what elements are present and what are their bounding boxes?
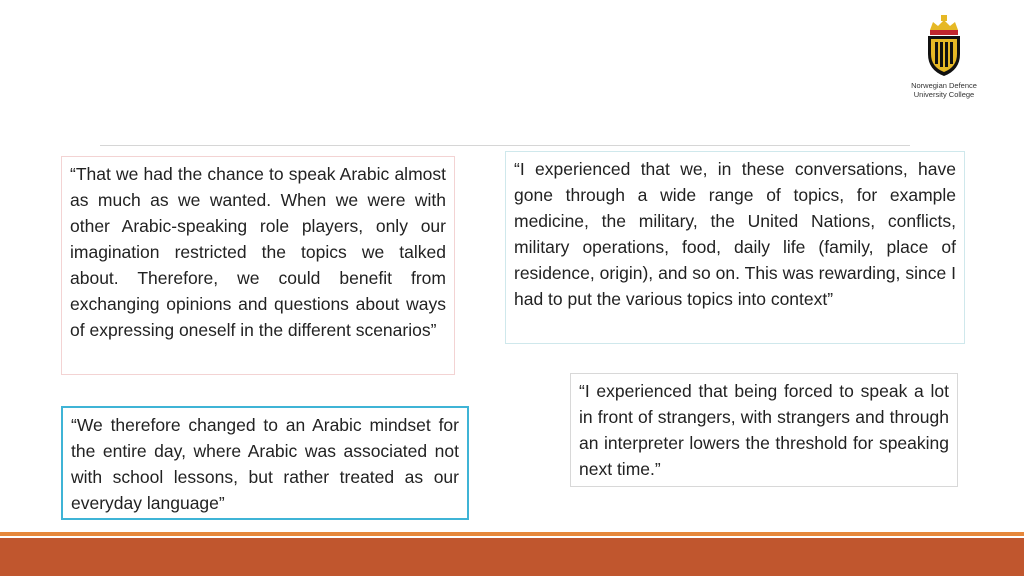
title-divider <box>100 145 910 146</box>
logo-line-1: Norwegian Defence <box>911 81 977 90</box>
logo-caption <box>896 81 992 99</box>
college-logo <box>896 14 992 114</box>
quote-box-arabic-mindset: “We therefore changed to an Arabic mindset for the entire day, where Arabic was associated not with school lessons, but rather treated as our everyday language” <box>61 406 469 520</box>
quote-box-range-of-topics: “I experienced that we, in these conversations, have gone through a wide range of topics, for example medicine, the military, the United Nations, conflicts, military operations, food, daily life (family, place of residence, origin), and so on. This was rewarding, since I had to put the various topics into context” <box>505 151 965 344</box>
crest-icon <box>924 14 964 78</box>
quote-box-speaking-arabic: “That we had the chance to speak Arabic almost as much as we wanted. When we were with other Arabic-speaking role players, only our imagination restricted the topics we talked about. Therefore, we could benefit from exchanging opinions and questions about ways of expressing oneself in the different scenarios” <box>61 156 455 375</box>
logo-line-2: University College <box>913 90 975 99</box>
quote-box-strangers-interpreter: “I experienced that being forced to speak a lot in front of strangers, with strangers and through an interpreter lowers the threshold for speaking next time.” <box>570 373 958 487</box>
footer-accent-bar <box>0 532 1024 536</box>
footer-bar <box>0 538 1024 576</box>
